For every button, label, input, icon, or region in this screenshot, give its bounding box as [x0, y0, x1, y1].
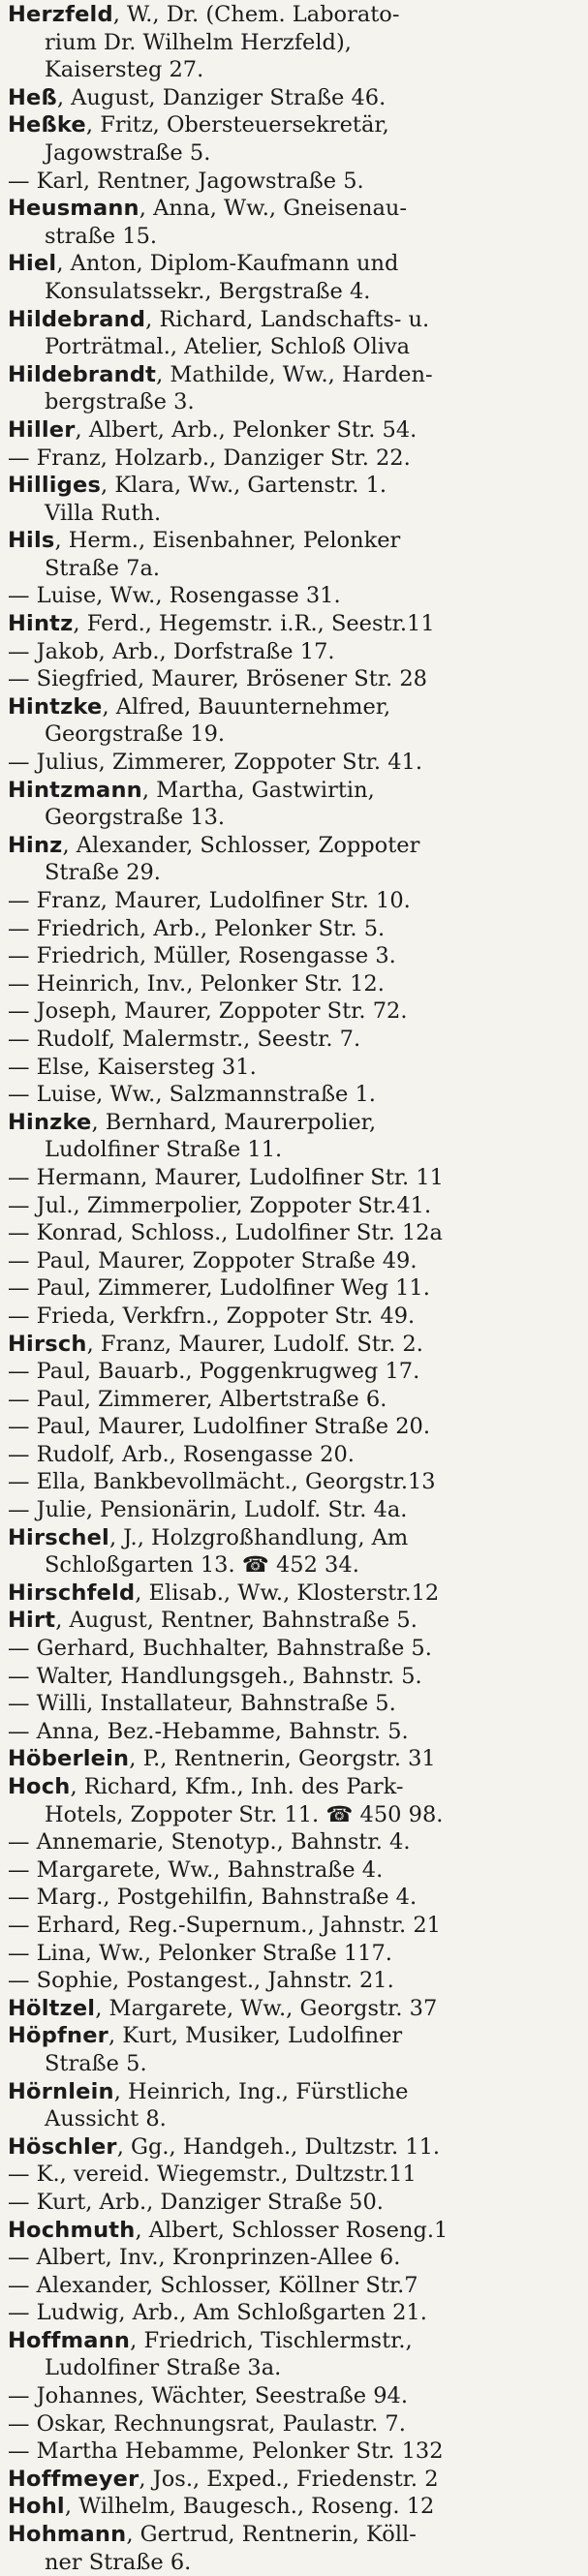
entry-line	[8, 1496, 578, 1524]
directory-entry	[8, 1496, 578, 1524]
entry-surname: Hirsch	[8, 1331, 87, 1357]
entry-continuation-line	[8, 1551, 578, 1579]
entry-text: — Paul, Zimmerer, Ludolfiner Weg 11.	[8, 1275, 430, 1302]
entry-line	[8, 2521, 578, 2549]
entry-line	[8, 1635, 578, 1663]
directory-entry	[8, 2299, 578, 2327]
directory-entry	[8, 168, 578, 196]
entry-line	[8, 2133, 578, 2162]
entry-surname: Hildebrandt	[8, 361, 157, 387]
directory-entry	[8, 2272, 578, 2300]
entry-line	[8, 1413, 578, 1441]
entry-surname: Höschler	[8, 2133, 117, 2160]
directory-entry	[8, 1, 578, 84]
directory-entry	[8, 1386, 578, 1414]
entry-text: , Elisab., Ww., Klosterstr.12	[135, 1579, 440, 1606]
directory-entry	[8, 1773, 578, 1828]
entry-surname: Hirschfeld	[8, 1579, 136, 1606]
entry-line	[8, 887, 578, 915]
entry-surname: Hochmuth	[8, 2217, 136, 2243]
directory-entry	[8, 1607, 578, 1635]
entry-text: Hotels, Zoppoter Str. 11. ☎ 450 98.	[45, 1801, 444, 1827]
entry-text: — Jakob, Arb., Dorfstraße 17.	[8, 638, 335, 664]
directory-entry	[8, 1054, 578, 1082]
directory-entry	[8, 1828, 578, 1856]
entry-surname: Hoch	[8, 1774, 71, 1799]
directory-entry	[8, 1331, 578, 1359]
entry-line	[8, 942, 578, 970]
directory-entry	[8, 942, 578, 970]
directory-entry	[8, 665, 578, 693]
entry-text: , Albert, Schlosser Roseng.1	[135, 2217, 449, 2243]
entry-continuation-line	[8, 2354, 578, 2382]
entry-line	[8, 1579, 578, 1608]
entry-text: , Fritz, Obersteuersekretär,	[85, 112, 389, 138]
directory-entry	[8, 1579, 578, 1608]
directory-entry	[8, 832, 578, 887]
entry-text: — Walter, Handlungsgeh., Bahnstr. 5.	[8, 1663, 422, 1689]
entry-line	[8, 749, 578, 777]
entry-text: — Julius, Zimmerer, Zoppoter Str. 41.	[8, 750, 422, 776]
entry-text: , Herm., Eisenbahner, Pelonker	[54, 528, 401, 554]
entry-line	[8, 2466, 578, 2494]
directory-entry	[8, 1026, 578, 1054]
entry-text: — Paul, Bauarb., Poggenkrugweg 17.	[8, 1359, 420, 1385]
entry-line	[8, 832, 578, 860]
entry-continuation-line	[8, 1801, 578, 1829]
entry-text: Jagowstraße 5.	[45, 139, 211, 166]
entry-text: Villa Ruth.	[45, 500, 162, 526]
entry-line	[8, 2438, 578, 2466]
entry-text: — Ludwig, Arb., Am Schloßgarten 21.	[8, 2300, 427, 2326]
directory-entry	[8, 2438, 578, 2466]
directory-entry	[8, 749, 578, 777]
entry-line	[8, 1081, 578, 1109]
entry-line	[8, 1995, 578, 2023]
entry-text: , Wilhelm, Baugesch., Roseng. 12	[64, 2494, 435, 2520]
entry-line	[8, 1607, 578, 1635]
directory-entry	[8, 777, 578, 832]
entry-line	[8, 1468, 578, 1496]
entry-line	[8, 970, 578, 998]
entry-surname: Hirt	[8, 1608, 56, 1634]
directory-entry	[8, 1635, 578, 1663]
entry-text: — Heinrich, Inv., Pelonker Str. 12.	[8, 970, 385, 997]
entry-text: Straße 29.	[45, 860, 161, 886]
entry-line	[8, 1718, 578, 1746]
entry-text: — Friedrich, Müller, Rosengasse 3.	[8, 943, 396, 969]
entry-text: — Hermann, Maurer, Ludolfiner Str. 11	[8, 1164, 444, 1190]
entry-text: Ludolfiner Straße 11.	[45, 1137, 283, 1163]
entry-line	[8, 665, 578, 693]
entry-surname: Heß	[8, 84, 57, 110]
directory-entry	[8, 250, 578, 305]
entry-continuation-line	[8, 555, 578, 583]
entry-text: — Paul, Maurer, Ludolfiner Straße 20.	[8, 1414, 430, 1440]
entry-text: Georgstraße 13.	[45, 805, 226, 831]
entry-text: Straße 5.	[45, 2050, 147, 2076]
entry-text: , J., Holzgroßhandlung, Am	[108, 1524, 409, 1550]
directory-entry	[8, 1109, 578, 1164]
entry-text: , August, Danziger Straße 46.	[56, 84, 387, 110]
entry-line	[8, 2382, 578, 2410]
entry-text: , Anton, Diplom-Kaufmann und	[56, 251, 399, 277]
entry-surname: Hiel	[8, 251, 57, 277]
entry-line	[8, 1663, 578, 1691]
entry-continuation-line	[8, 804, 578, 832]
entry-text: — Friedrich, Arb., Pelonker Str. 5.	[8, 915, 386, 941]
directory-entry	[8, 2244, 578, 2272]
directory-entry	[8, 527, 578, 582]
entry-line	[8, 2327, 578, 2355]
entry-text: — Marg., Postgehilfin, Bahnstraße 4.	[8, 1885, 418, 1911]
entry-text: , Margarete, Ww., Georgstr. 37	[95, 1995, 438, 2021]
entry-text: , P., Rentnerin, Georgstr. 31	[129, 1746, 436, 1772]
entry-line	[8, 693, 578, 721]
directory-entry	[8, 1967, 578, 1995]
entry-surname: Hirschel	[8, 1524, 109, 1550]
entry-line	[8, 2189, 578, 2217]
entry-text: , Jos., Exped., Friedenstr. 2	[139, 2466, 439, 2492]
entry-text: — Rudolf, Malermstr., Seestr. 7.	[8, 1026, 361, 1052]
directory-entry	[8, 1219, 578, 1247]
entry-continuation-line	[8, 388, 578, 416]
entry-text: , Anna, Ww., Gneisenau-	[139, 196, 408, 222]
directory-entry	[8, 361, 578, 416]
directory-entry	[8, 970, 578, 998]
entry-text: , Klara, Ww., Gartenstr. 1.	[101, 473, 387, 499]
entry-line	[8, 1912, 578, 1940]
entry-continuation-line	[8, 56, 578, 84]
entry-text: , Alfred, Bauunternehmer,	[102, 693, 391, 720]
entry-line	[8, 84, 578, 112]
entry-surname: Heßke	[8, 112, 86, 138]
directory-entry	[8, 1441, 578, 1469]
directory-entry	[8, 915, 578, 943]
entry-line	[8, 997, 578, 1026]
directory-entry	[8, 1524, 578, 1579]
entry-line	[8, 1303, 578, 1331]
entry-line	[8, 416, 578, 445]
entry-text: — K., vereid. Wiegemstr., Dultzstr.11	[8, 2162, 417, 2188]
directory-entry	[8, 1690, 578, 1718]
directory-entry	[8, 887, 578, 915]
entry-line	[8, 1192, 578, 1220]
directory-entry	[8, 638, 578, 666]
directory-entry	[8, 1995, 578, 2023]
entry-surname: Hintz	[8, 611, 74, 637]
entry-surname: Hintzmann	[8, 777, 142, 803]
directory-entry	[8, 1164, 578, 1192]
entry-line	[8, 1054, 578, 1082]
entry-line	[8, 445, 578, 473]
entry-line	[8, 610, 578, 638]
directory-entry	[8, 1884, 578, 1912]
directory-entry	[8, 610, 578, 638]
entry-line	[8, 2410, 578, 2438]
entry-line	[8, 2493, 578, 2521]
entry-text: , August, Rentner, Bahnstraße 5.	[55, 1608, 418, 1634]
entry-continuation-line	[8, 333, 578, 361]
entry-text: , Heinrich, Ing., Fürstliche	[113, 2078, 409, 2104]
entry-text: — Joseph, Maurer, Zoppoter Str. 72.	[8, 998, 408, 1025]
entry-surname: Heusmann	[8, 196, 139, 222]
entry-text: straße 15.	[45, 223, 158, 249]
entry-line	[8, 2244, 578, 2272]
directory-entry	[8, 2189, 578, 2217]
entry-text: — Luise, Ww., Salzmannstraße 1.	[8, 1082, 376, 1108]
entry-line	[8, 1164, 578, 1192]
directory-entry	[8, 2078, 578, 2133]
directory-entry	[8, 416, 578, 445]
entry-continuation-line	[8, 2549, 578, 2576]
entry-line	[8, 582, 578, 610]
entry-text: Kaisersteg 27.	[45, 57, 204, 83]
entry-line	[8, 168, 578, 196]
entry-text: Georgstraße 19.	[45, 721, 226, 748]
entry-line	[8, 2217, 578, 2245]
entry-text: — Rudolf, Arb., Rosengasse 20.	[8, 1441, 355, 1467]
entry-line	[8, 250, 578, 278]
entry-line	[8, 1773, 578, 1801]
entry-line	[8, 638, 578, 666]
entry-text: — Ella, Bankbevollmächt., Georgstr.13	[8, 1469, 436, 1495]
entry-text: , Bernhard, Maurerpolier,	[91, 1109, 377, 1135]
entry-continuation-line	[8, 2050, 578, 2078]
directory-entry	[8, 1940, 578, 1968]
directory-entry	[8, 1247, 578, 1275]
entry-surname: Höberlein	[8, 1746, 130, 1772]
entry-text: — Kurt, Arb., Danziger Straße 50.	[8, 2189, 384, 2215]
directory-entry	[8, 2133, 578, 2162]
entry-surname: Hörnlein	[8, 2078, 114, 2104]
entry-surname: Höltzel	[8, 1995, 96, 2021]
entry-text: — Willi, Installateur, Bahnstraße 5.	[8, 1691, 396, 1717]
entry-text: — Paul, Maurer, Zoppoter Straße 49.	[8, 1247, 418, 1273]
entry-line	[8, 1, 578, 29]
entry-line	[8, 111, 578, 139]
directory-entry	[8, 1745, 578, 1773]
directory-entry	[8, 1081, 578, 1109]
directory-entry	[8, 1856, 578, 1885]
entry-surname: Hintzke	[8, 693, 103, 720]
directory-entry	[8, 1358, 578, 1386]
entry-text: , Kurt, Musiker, Ludolfiner	[108, 2023, 403, 2049]
entry-line	[8, 2272, 578, 2300]
directory-entry	[8, 2466, 578, 2494]
entry-line	[8, 1441, 578, 1469]
entry-text: — Lina, Ww., Pelonker Straße 117.	[8, 1940, 392, 1966]
entry-text: ner Straße 6.	[45, 2549, 192, 2575]
directory-entry	[8, 2161, 578, 2189]
entry-text: , Gg., Handgeh., Dultzstr. 11.	[116, 2133, 441, 2160]
entry-line	[8, 1940, 578, 1968]
entry-line	[8, 527, 578, 555]
entry-continuation-line	[8, 29, 578, 57]
entry-text: Aussicht 8.	[45, 2106, 167, 2132]
entry-continuation-line	[8, 721, 578, 749]
entry-text: — Karl, Rentner, Jagowstraße 5.	[8, 168, 364, 194]
directory-entry	[8, 1718, 578, 1746]
entry-line	[8, 306, 578, 334]
entry-line	[8, 1856, 578, 1885]
entry-continuation-line	[8, 859, 578, 887]
entry-text: , Albert, Arb., Pelonker Str. 54.	[75, 416, 418, 443]
directory-entry	[8, 84, 578, 112]
entry-line	[8, 1219, 578, 1247]
entry-text: , Mathilde, Ww., Harden-	[156, 361, 433, 387]
entry-surname: Hinz	[8, 832, 63, 858]
entry-text: , Alexander, Schlosser, Zoppoter	[62, 832, 420, 858]
entry-line	[8, 1247, 578, 1275]
directory-entry	[8, 195, 578, 250]
directory-entry	[8, 445, 578, 473]
entry-text: — Franz, Maurer, Ludolfiner Str. 10.	[8, 888, 411, 913]
entry-text: — Oskar, Rechnungsrat, Paulastr. 7.	[8, 2410, 406, 2437]
entry-text: — Erhard, Reg.-Supernum., Jahnstr. 21	[8, 1912, 441, 1938]
entry-text: — Siegfried, Maurer, Brösener Str. 28	[8, 666, 427, 692]
entry-line	[8, 195, 578, 223]
directory-entry	[8, 582, 578, 610]
directory-entry	[8, 2521, 578, 2576]
entry-line	[8, 1745, 578, 1773]
entry-text: — Franz, Holzarb., Danziger Str. 22.	[8, 445, 411, 471]
entry-text: , Martha, Gastwirtin,	[141, 777, 375, 803]
entry-line	[8, 2161, 578, 2189]
entry-surname: Hohl	[8, 2494, 65, 2520]
entry-surname: Hils	[8, 528, 55, 554]
entry-continuation-line	[8, 278, 578, 306]
directory-entry	[8, 1468, 578, 1496]
entry-surname: Hoffmeyer	[8, 2466, 139, 2492]
directory-entry	[8, 997, 578, 1026]
entry-text: , Ferd., Hegemstr. i.R., Seestr.11	[73, 611, 435, 637]
entry-text: , Friedrich, Tischlermstr.,	[130, 2327, 413, 2353]
entry-text: — Frieda, Verkfrn., Zoppoter Str. 49.	[8, 1303, 416, 1329]
directory-entry	[8, 2327, 578, 2382]
directory-entry	[8, 1303, 578, 1331]
directory-entry	[8, 1663, 578, 1691]
directory-entry	[8, 2022, 578, 2077]
directory-entry	[8, 2493, 578, 2521]
entry-surname: Herzfeld	[8, 2, 113, 27]
entry-line	[8, 1274, 578, 1303]
directory-entry	[8, 2410, 578, 2438]
entry-continuation-line	[8, 1136, 578, 1164]
entry-line	[8, 1690, 578, 1718]
entry-line	[8, 2022, 578, 2050]
entry-text: — Else, Kaisersteg 31.	[8, 1054, 257, 1080]
entry-continuation-line	[8, 223, 578, 251]
entry-line	[8, 361, 578, 389]
entry-text: — Margarete, Ww., Bahnstraße 4.	[8, 1856, 384, 1883]
entry-text: — Martha Hebamme, Pelonker Str. 132	[8, 2438, 444, 2465]
entry-surname: Hinzke	[8, 1109, 92, 1135]
directory-entry	[8, 1912, 578, 1940]
entry-line	[8, 1884, 578, 1912]
entry-line	[8, 1331, 578, 1359]
entry-line	[8, 472, 578, 500]
entry-text: — Gerhard, Buchhalter, Bahnstraße 5.	[8, 1636, 432, 1662]
entry-text: — Luise, Ww., Rosengasse 31.	[8, 583, 341, 609]
entry-text: — Albert, Inv., Kronprinzen-Allee 6.	[8, 2245, 401, 2271]
entry-text: — Jul., Zimmerpolier, Zoppoter Str.41.	[8, 1192, 432, 1218]
entry-text: Porträtmal., Atelier, Schloß Oliva	[45, 334, 411, 360]
entry-text: , Richard, Landschafts- u.	[145, 306, 430, 332]
entry-text: , Richard, Kfm., Inh. des Park-	[70, 1774, 404, 1799]
entry-text: , Gertrud, Rentnerin, Köll-	[126, 2522, 417, 2548]
entry-line	[8, 1386, 578, 1414]
directory-entry	[8, 1413, 578, 1441]
entry-line	[8, 1026, 578, 1054]
entry-surname: Hilliges	[8, 473, 102, 499]
entry-line	[8, 777, 578, 805]
directory-entry	[8, 1192, 578, 1220]
entry-text: — Julie, Pensionärin, Ludolf. Str. 4a.	[8, 1497, 408, 1523]
entry-continuation-line	[8, 139, 578, 168]
entry-surname: Hohmann	[8, 2522, 127, 2548]
entry-text: Straße 7a.	[45, 555, 161, 581]
directory-entry	[8, 2382, 578, 2410]
entry-surname: Hiller	[8, 416, 76, 443]
entry-line	[8, 1967, 578, 1995]
entry-text: Konsulatssekr., Bergstraße 4.	[45, 278, 371, 304]
entry-surname: Hildebrand	[8, 306, 146, 332]
entry-line	[8, 2299, 578, 2327]
directory-entry	[8, 2217, 578, 2245]
entry-surname: Höpfner	[8, 2023, 108, 2049]
entry-line	[8, 1828, 578, 1856]
directory-entry	[8, 1274, 578, 1303]
entry-text: , Franz, Maurer, Ludolf. Str. 2.	[86, 1331, 423, 1357]
entry-text: rium Dr. Wilhelm Herzfeld),	[45, 29, 352, 55]
entry-line	[8, 1358, 578, 1386]
directory-entry	[8, 111, 578, 167]
entry-text: , W., Dr. (Chem. Laborato-	[112, 2, 400, 27]
entry-line	[8, 1109, 578, 1137]
entry-continuation-line	[8, 500, 578, 528]
entry-line	[8, 2078, 578, 2106]
entry-text: — Alexander, Schlosser, Köllner Str.7	[8, 2272, 418, 2298]
entry-text: — Paul, Zimmerer, Albertstraße 6.	[8, 1386, 387, 1412]
entry-line	[8, 1524, 578, 1552]
entry-continuation-line	[8, 2105, 578, 2133]
directory-entry	[8, 472, 578, 527]
entry-line	[8, 915, 578, 943]
entry-text: — Anna, Bez.-Hebamme, Bahnstr. 5.	[8, 1718, 409, 1744]
entry-text: bergstraße 3.	[45, 389, 195, 415]
entry-surname: Hoffmann	[8, 2327, 131, 2353]
entry-text: — Johannes, Wächter, Seestraße 94.	[8, 2383, 408, 2409]
entry-text: — Sophie, Postangest., Jahnstr. 21.	[8, 1968, 394, 1994]
entry-text: Schloßgarten 13. ☎ 452 34.	[45, 1552, 359, 1579]
entry-text: — Annemarie, Stenotyp., Bahnstr. 4.	[8, 1829, 411, 1855]
directory-entry	[8, 306, 578, 361]
entry-text: Ludolfiner Straße 3a.	[45, 2355, 282, 2381]
entry-text: — Konrad, Schloss., Ludolfiner Str. 12a	[8, 1220, 443, 1246]
directory-entry	[8, 693, 578, 749]
